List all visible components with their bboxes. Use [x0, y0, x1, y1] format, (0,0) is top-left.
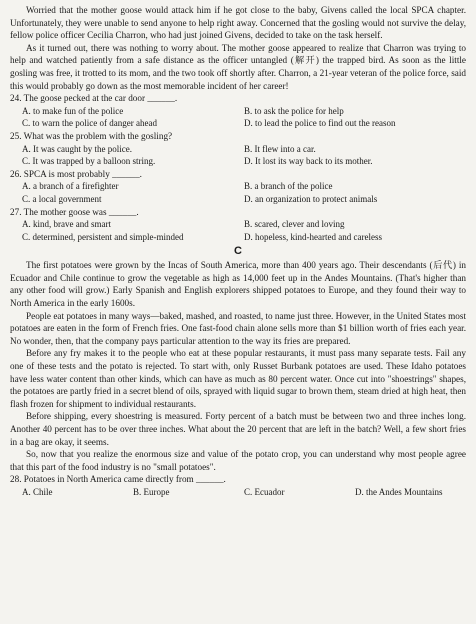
option-a: A. Chile [22, 486, 53, 497]
question-stem: 27. The mother goose was ______. [10, 206, 139, 217]
option-d: D. an organization to protect animals [244, 193, 378, 204]
option-a: A. to make fun of the police [22, 105, 124, 116]
option-b: B. scared, clever and loving [244, 219, 345, 230]
paragraph: The first potatoes were grown by the Incas of South America, more than 400 years ago. Their descendants (后代) in Ecuador and Chile continue to grow the vegetable as high as 14,000 feet up in the Andes Mountains. (That's higher than any other food will grow.) Early Spanish and English explorers shipped potatoes to Europe, and they found their way to North America in the early 1600s. [10, 260, 466, 309]
paragraph: Before any fry makes it to the people who eat at these popular restaurants, it must pass many separate tests. Fail any one of these tests and the potato is rejected. To start with, only Russet Burbank potatoes are used. These Idaho potatoes have less water content than other kinds, which can have as much as 80 percent water. Once cut into "shoestrings" shapes, the potatoes are partly fried in a secret blend of oils, sprayed with liquid sugar to brown them, steam dried at high heat, then flash frozen for shipment to individual restaurants. [10, 348, 466, 409]
options [10, 486, 466, 499]
option-b: B. It flew into a car. [244, 143, 316, 154]
option-c: C. Ecuador [244, 486, 285, 497]
question-stem: 26. SPCA is most probably ______. [10, 168, 142, 179]
section-heading: C [234, 245, 242, 258]
option-a: A. a branch of a firefighter [22, 181, 119, 192]
question-28 [10, 473, 466, 498]
option-c: C. It was trapped by a balloon string. [22, 156, 156, 167]
passage-b [10, 4, 466, 243]
option-d: D. It lost its way back to its mother. [244, 156, 373, 167]
option-a: A. It was caught by the police. [22, 143, 132, 154]
paragraph: Before shipping, every shoestring is measured. Forty percent of a batch must be between two and three inches long. Another 40 percent has to be over three inches. What about the 20 percent that are left in the batch? Well, a few short fries in a bag are okay, it seems. [10, 411, 466, 447]
option-b: B. Europe [133, 486, 170, 497]
paragraph: So, now that you realize the enormous size and value of the potato crop, you can understand why most people agree that this part of the food industry is no "small potatoes". [10, 449, 466, 472]
option-a: A. kind, brave and smart [22, 219, 111, 230]
option-c: C. to warn the police of danger ahead [22, 118, 157, 129]
options [10, 105, 466, 130]
question-26 [10, 168, 466, 206]
question-stem: 25. What was the problem with the gosling? [10, 130, 173, 141]
option-d: D. to lead the police to find out the reason [244, 118, 396, 129]
question-25 [10, 130, 466, 168]
options [10, 180, 466, 205]
option-d: D. hopeless, kind-hearted and careless [244, 231, 382, 242]
question-stem: 24. The goose pecked at the car door ______. [10, 93, 178, 104]
paragraph: Worried that the mother goose would attack him if he got close to the baby, Givens called the local SPCA chapter. Unfortunately, they were unable to send anyone to help right away. Concerned that the gosling would not survive the delay, fellow police officer Cecilia Charron, who had just joined Givens, decided to take on the task herself. [10, 5, 466, 41]
option-d: D. the Andes Mountains [355, 486, 443, 497]
option-c: C. a local government [22, 193, 102, 204]
question-stem: 28. Potatoes in North America came directly from ______. [10, 474, 226, 485]
paragraph: People eat potatoes in many ways—baked, mashed, and roasted, to name just three. However, in the United States most potatoes are eaten in the form of French fries. One fast-food chain alone sells more than $1 billion worth of fries each year. No wonder, then, that the company pays particular attention to the way its fries are prepared. [10, 310, 466, 346]
paragraph: As it turned out, there was nothing to worry about. The mother goose appeared to realize that Charron was trying to help and watched patiently from a safe distance as the officer untangled (解开) the trapped bird. As soon as the little gosling was free, it trotted to its mom, and the two took off shortly after. Charron, a 21-year veteran of the police force, said this would probably go down as the most memorable incident of her career! [10, 42, 466, 91]
options [10, 143, 466, 168]
option-b: B. to ask the police for help [244, 105, 344, 116]
passage-c [10, 259, 466, 498]
question-24 [10, 92, 466, 130]
options [10, 218, 466, 243]
question-27 [10, 206, 466, 244]
option-c: C. determined, persistent and simple-minded [22, 231, 184, 242]
option-b: B. a branch of the police [244, 181, 333, 192]
